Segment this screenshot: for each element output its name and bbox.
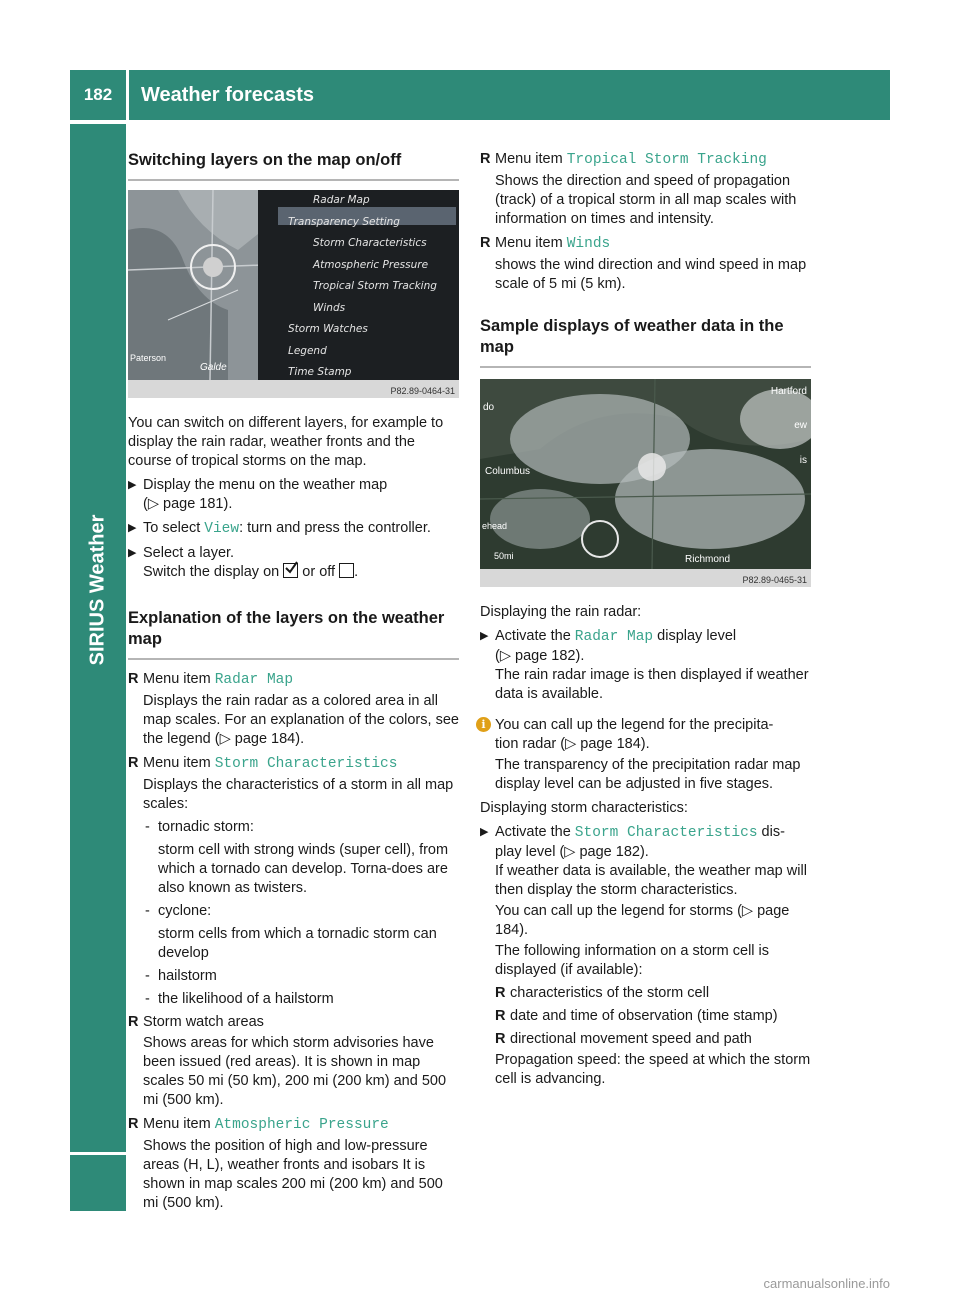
item-radar-map: R Menu item Radar Map Displays the rain radar as a colored area in all map scales. For an explanation of the colors, see the legend (▷ page 184). bbox=[128, 671, 459, 747]
menu-legend[interactable]: Legend bbox=[288, 344, 327, 357]
menu-tropical-storm-tracking[interactable]: Tropical Storm Tracking bbox=[313, 280, 437, 292]
sub-hailstorm: - hailstorm bbox=[145, 968, 217, 984]
radar-label-is: is bbox=[799, 455, 807, 466]
arrow-icon: ▶ bbox=[480, 630, 489, 642]
arrow-icon: ▶ bbox=[128, 479, 137, 491]
checkbox-unchecked-icon bbox=[339, 563, 354, 578]
menu-storm-characteristics[interactable]: Storm Characteristics bbox=[313, 237, 427, 249]
figure-radar-map bbox=[480, 379, 811, 587]
right-column bbox=[480, 150, 811, 1089]
figure-code: P82.89-0465-31 bbox=[742, 575, 807, 585]
bullet-icon: R bbox=[495, 1008, 506, 1024]
menu-winds[interactable]: Winds bbox=[313, 301, 346, 314]
step-select-layer: ▶ Select a layer. Switch the display on or off . bbox=[128, 545, 359, 580]
menu-radar-map[interactable]: Radar Map bbox=[313, 194, 370, 206]
bullet-icon: R bbox=[480, 235, 491, 251]
sub-cyclone-desc: storm cells from which a tornadic storm can develop bbox=[158, 926, 437, 961]
heading-sample-displays: Sample displays of weather data in the map bbox=[480, 316, 811, 368]
radar-label-columbus: Columbus bbox=[485, 466, 531, 477]
item-storm-characteristics: R Menu item Storm Characteristics Displays the characteristics of a storm in all map scales: bbox=[128, 755, 454, 812]
storm-title: Displaying storm characteristics: bbox=[480, 800, 688, 816]
bullet-icon: R bbox=[480, 151, 491, 167]
map-label-paterson: Paterson bbox=[130, 353, 167, 363]
sub-cyclone: - cyclone: bbox=[145, 903, 212, 919]
storm-info-characteristics: R characteristics of the storm cell bbox=[495, 985, 710, 1001]
radar-scale: 50mi bbox=[494, 551, 514, 561]
item-winds: R Menu item Winds shows the wind direction and wind speed in map scale of 5 mi (5 km). bbox=[480, 235, 807, 292]
section-label: SIRIUS Weather bbox=[86, 514, 109, 666]
arrow-icon: ▶ bbox=[128, 522, 137, 534]
radar-label-ehead: ehead bbox=[482, 521, 508, 531]
heading-switching-layers: Switching layers on the map on/off bbox=[128, 150, 459, 181]
storm-info-timestamp: R date and time of observation (time stamp) bbox=[495, 1008, 778, 1024]
radar-label-richmond: Richmond bbox=[685, 554, 731, 565]
sub-tornadic: - tornadic storm: bbox=[145, 819, 254, 835]
info-icon: i bbox=[476, 717, 491, 732]
footer-watermark: carmanualsonline.info bbox=[763, 1276, 890, 1291]
item-atmospheric-pressure: R Menu item Atmospheric Pressure Shows the position of high and low-pressure areas (H, L), weather fronts and isobars It is shown in map scales 200 mi (200 km) and 500 mi (500 km). bbox=[128, 1116, 443, 1211]
step-activate-radar: ▶ Activate the Radar Map display level (▷ page 182). The rain radar image is then displayed if weather data is available. bbox=[480, 628, 809, 702]
checkbox-checked-icon bbox=[283, 563, 298, 578]
menu-atmospheric-pressure[interactable]: Atmospheric Pressure bbox=[313, 258, 429, 271]
map-label-galde: Galde bbox=[200, 362, 227, 373]
menu-storm-watches[interactable]: Storm Watches bbox=[288, 323, 368, 335]
figure-layer-menu bbox=[128, 190, 459, 398]
figure-code: P82.89-0464-31 bbox=[390, 386, 455, 396]
left-column bbox=[128, 150, 459, 1213]
bullet-icon: R bbox=[128, 671, 139, 687]
radar-label-do: do bbox=[483, 402, 495, 413]
bullet-icon: R bbox=[495, 1031, 506, 1047]
menu-time-stamp[interactable]: Time Stamp bbox=[288, 366, 352, 378]
item-storm-watch: R Storm watch areas Shows areas for which storm advisories have been issued (red areas). It is shown in map scales 50 mi (50 km), 200 mi (200 km) and 500 mi (500 km). bbox=[128, 1014, 447, 1108]
layer-menu-list bbox=[288, 190, 458, 384]
step-activate-storm: ▶ Activate the Storm Characteristics dis- play level (▷ page 182). If weather data is available, the weather map will then display the storm characteristics. You can call up the legend for storms (▷ page 184). The following information on a storm cell is displayed (if available): bbox=[480, 824, 807, 978]
bullet-icon: R bbox=[128, 1014, 139, 1030]
sub-hailstorm-likelihood: - the likelihood of a hailstorm bbox=[145, 991, 334, 1007]
bullet-icon: R bbox=[128, 755, 139, 771]
radar-label-ew: ew bbox=[794, 420, 807, 431]
item-tropical-storm-tracking: R Menu item Tropical Storm Tracking Shows the direction and speed of propagation (track) of a tropical storm in all map scales with information on times and intensity. bbox=[480, 151, 797, 227]
radar-map-screenshot bbox=[480, 379, 811, 587]
page-number: 182 bbox=[70, 70, 126, 120]
storm-info-movement: R directional movement speed and path bbox=[495, 1031, 752, 1047]
info-note: i You can call up the legend for the precipita- tion radar (▷ page 184). The transparency of the precipitation radar map display level can be adjusted in five stages. bbox=[480, 716, 811, 794]
bullet-icon: R bbox=[495, 985, 506, 1001]
radar-label-hartford: Hartford bbox=[770, 386, 807, 397]
sub-tornadic-desc: storm cell with strong winds (super cell), from which a tornado can develop. Torna-does are also known as twisters. bbox=[158, 842, 449, 896]
step-display-menu: ▶ Display the menu on the weather map (▷ page 181). bbox=[128, 477, 388, 512]
intro-paragraph: You can switch on different layers, for example to display the rain radar, weather fronts and the course of tropical storms on the map. bbox=[128, 415, 444, 469]
bullet-icon: R bbox=[128, 1116, 139, 1132]
arrow-icon: ▶ bbox=[128, 547, 137, 559]
propagation-speed: Propagation speed: the speed at which the storm cell is advancing. bbox=[495, 1052, 811, 1087]
heading-explanation-layers: Explanation of the layers on the weather map bbox=[128, 608, 459, 660]
menu-transparency-setting[interactable]: Transparency Setting bbox=[288, 215, 400, 228]
section-tab-footer bbox=[70, 1155, 126, 1211]
page-title: Weather forecasts bbox=[129, 70, 890, 120]
rain-radar-title: Displaying the rain radar: bbox=[480, 604, 642, 620]
step-select-view: ▶ To select View: turn and press the controller. bbox=[128, 520, 431, 537]
arrow-icon: ▶ bbox=[480, 826, 489, 838]
